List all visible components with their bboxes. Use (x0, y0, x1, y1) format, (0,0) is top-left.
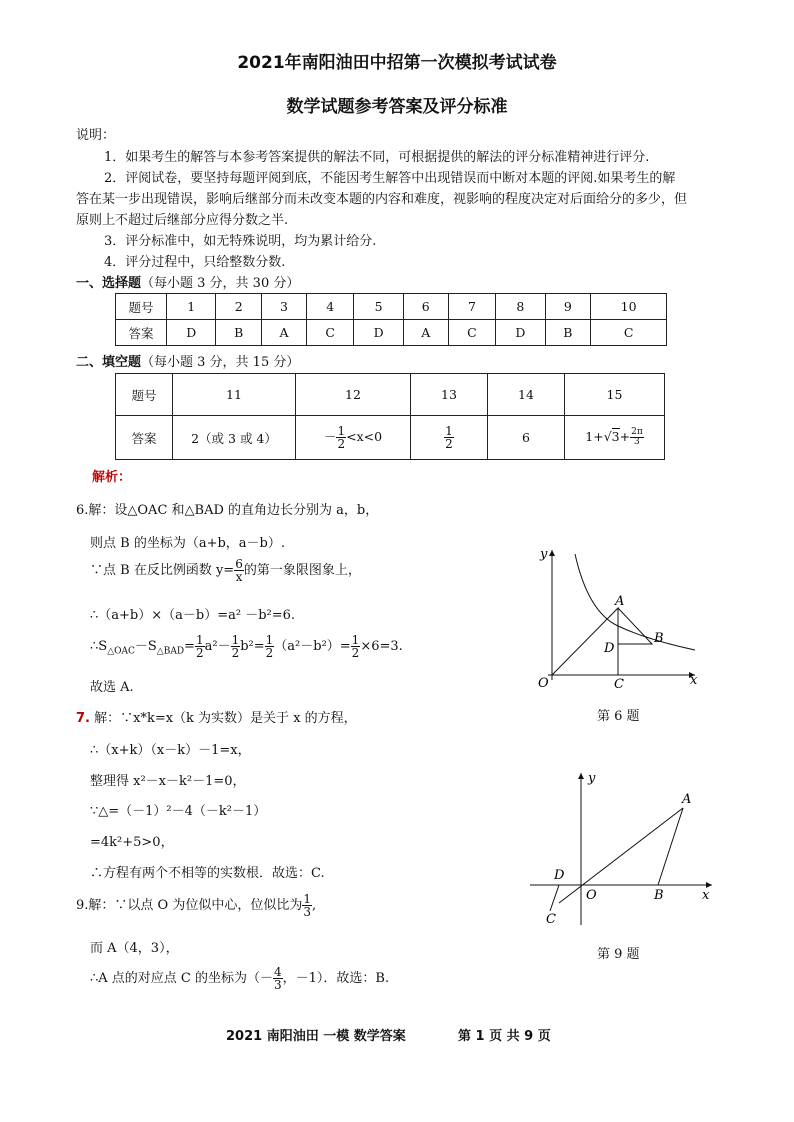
a13-den: 2 (445, 437, 453, 451)
half-den: 2 (195, 646, 204, 660)
table-cell: 5 (354, 294, 403, 320)
half-fraction (265, 634, 275, 659)
a12-rest: <x<0 (346, 429, 383, 444)
sqrt-icon: √ (603, 429, 612, 444)
q7-line6: ∴方程有两个不相等的实数根．故选：C. (90, 866, 325, 881)
table-cell: B (216, 320, 262, 346)
section2-title: 二、填空题 (76, 355, 142, 370)
table-cell: C (448, 320, 495, 346)
half-fraction (351, 634, 361, 659)
half-num: 1 (351, 633, 360, 647)
choice-question-row (116, 294, 667, 320)
fig9-caption: 第 9 题 (597, 947, 640, 962)
table-cell: 13 (411, 374, 488, 416)
table-cell: 15 (565, 374, 665, 416)
q6-l3-pre: ∵点 B 在反比例函数 y= (90, 563, 235, 578)
table-row-label: 题号 (116, 294, 167, 320)
q6-line5 (90, 634, 403, 659)
fig9-label-o: O (586, 888, 597, 903)
table-cell: A (403, 320, 448, 346)
q9-den-2: 3 (274, 978, 282, 992)
half-num: 1 (195, 633, 204, 647)
q6-l5-sub2: △BAD (156, 646, 185, 657)
table-cell: 3 (262, 294, 307, 320)
q6-l5-d: a²－ (204, 639, 231, 654)
fig6-label-x: x (690, 673, 698, 688)
a15-num: 2π (631, 427, 643, 437)
page-title: 2021年南阳油田中招第一次模拟考试试卷 (237, 53, 557, 73)
q6-l5-c: = (184, 639, 195, 654)
note-2b: 答在某一步出现错误，影响后继部分而未改变本题的内容和难度，视影响的程度决定对后面给分的多少，但 (76, 192, 688, 207)
table-cell: 14 (488, 374, 565, 416)
q7-l1: 解：∵x*k=x（k 为实数）是关于 x 的方程， (89, 711, 357, 726)
q7-line2: ∴（x+k）（x－k）－1=x， (90, 743, 251, 758)
table-cell (296, 416, 411, 460)
table-cell: 8 (496, 294, 545, 320)
table-cell: C (307, 320, 354, 346)
fig6-label-y: y (540, 547, 548, 562)
fig6-y-arrow-icon (549, 550, 555, 556)
half-num: 1 (231, 633, 240, 647)
page-subtitle: 数学试题参考答案及评分标准 (286, 97, 508, 117)
fig9-segment-ab (658, 808, 683, 885)
table-cell: 12 (296, 374, 411, 416)
footer-left: 2021 南阳油田 一模 数学答案 (226, 1029, 406, 1044)
q9-l1-post: , (311, 898, 317, 913)
fig9-label-d: D (554, 868, 565, 883)
half-fraction (195, 634, 205, 659)
a12-num: 1 (337, 424, 346, 438)
figure-9 (530, 765, 720, 935)
note-4: 4．评分过程中，只给整数分数. (104, 255, 286, 270)
q6-num: 6 (235, 557, 243, 571)
fig9-segment-cd (550, 885, 559, 911)
q7-number: 7. (76, 711, 90, 726)
fill-answer-table (115, 373, 665, 460)
table-cell: 11 (173, 374, 296, 416)
footer-page-number: 第 1 页 共 9 页 (458, 1029, 551, 1044)
table-cell: 9 (545, 294, 591, 320)
q6-line6: 故选 A. (90, 680, 134, 695)
fig6-label-a: A (615, 594, 625, 609)
fig9-label-y: y (588, 771, 596, 786)
q6-line3 (90, 558, 361, 583)
table-row-label: 答案 (116, 416, 173, 460)
note-2c: 原则上不超过后继部分应得分数之半. (76, 213, 289, 228)
fig6-label-b: B (654, 631, 664, 646)
table-cell: D (354, 320, 403, 346)
table-cell: 2（或 3 或 4） (173, 416, 296, 460)
q6-line1: 6.解：设△OAC 和△BAD 的直角边长分别为 a，b， (76, 503, 379, 518)
q6-l5-g: ×6=3. (360, 639, 403, 654)
section2-detail: （每小题 3 分，共 15 分） (141, 355, 300, 370)
a12-minus: － (323, 429, 337, 444)
figure-6 (530, 540, 705, 690)
a15-plus: + (619, 429, 631, 444)
table-cell: B (545, 320, 591, 346)
fig6-triangle-bad (618, 608, 652, 644)
half-den: 2 (231, 646, 240, 660)
fig9-label-a: A (682, 792, 692, 807)
half-den: 2 (265, 646, 274, 660)
q6-l5-b: －S (134, 639, 157, 654)
table-cell: C (591, 320, 667, 346)
note-1: 1．如果考生的解答与本参考答案提供的解法不同，可根据提供的解法的评分标准精神进行评分. (104, 150, 650, 165)
q9-line3 (90, 966, 389, 991)
half-fraction (231, 634, 241, 659)
fig6-caption: 第 6 题 (597, 709, 640, 724)
choice-answer-table (115, 293, 667, 346)
q6-l5-a: ∴S (90, 639, 108, 654)
q9-num-2: 4 (274, 965, 282, 979)
notes-heading: 说明： (76, 128, 116, 143)
q9-num: 1 (303, 892, 311, 906)
choice-answer-row (116, 320, 667, 346)
table-cell (411, 416, 488, 460)
fig6-label-c: C (614, 677, 624, 690)
section2-heading (76, 351, 299, 370)
q7-line5: =4k²+5>0， (90, 835, 174, 850)
q6-fraction (234, 558, 244, 583)
table-cell: 2 (216, 294, 262, 320)
q7-line1 (76, 707, 357, 726)
table-row-label: 题号 (116, 374, 173, 416)
table-cell: 6 (488, 416, 565, 460)
table-cell: 6 (403, 294, 448, 320)
fig9-label-b: B (654, 888, 664, 903)
fill-answer-row (116, 416, 665, 460)
half-den: 2 (351, 646, 360, 660)
a13-num: 1 (445, 424, 453, 438)
table-row-label: 答案 (116, 320, 167, 346)
a15-fraction (630, 428, 644, 447)
table-cell: 10 (591, 294, 667, 320)
fig6-hyperbola (575, 554, 695, 650)
q9-l1-pre: 9.解：∵以点 O 为位似中心，位似比为 (76, 898, 303, 913)
q6-l3-post: 的第一象限图象上， (243, 563, 361, 578)
q6-l5-f: （a²－b²）= (274, 639, 351, 654)
q9-fraction (302, 893, 312, 918)
analysis-label: 解析： (92, 470, 132, 485)
fig6-label-d: D (604, 641, 615, 656)
section1-heading (76, 272, 299, 291)
q7-line3: 整理得 x²－x－k²－1=0， (90, 774, 246, 789)
q6-line4: ∴（a+b）×（a－b）=a² －b²=6. (90, 608, 296, 623)
a15-den: 3 (634, 437, 640, 447)
fill-question-row (116, 374, 665, 416)
half-num: 1 (265, 633, 274, 647)
q9-l3-post: ，－1）．故选：B. (282, 971, 390, 986)
a15-pre: 1+ (585, 429, 604, 444)
fig9-line-ca (559, 808, 683, 903)
q6-l5-e: b²= (240, 639, 265, 654)
a15-sqrt: 3 (611, 429, 620, 444)
table-cell: A (262, 320, 307, 346)
table-cell (565, 416, 665, 460)
q7-line4: ∵△=（－1）²－4（－k²－1） (90, 804, 267, 819)
q6-den: x (235, 570, 243, 584)
note-2a: 2．评阅试卷，要坚持每题评阅到底，不能因考生解答中出现错误而中断对本题的评阅.如果考生的解 (104, 171, 676, 186)
table-cell: 1 (167, 294, 216, 320)
table-cell: 7 (448, 294, 495, 320)
a13-fraction (444, 425, 454, 450)
table-cell: D (496, 320, 545, 346)
table-cell: 4 (307, 294, 354, 320)
a12-den: 2 (337, 437, 346, 451)
fig6-label-o: O (538, 676, 549, 690)
fig9-label-x: x (702, 888, 710, 903)
section1-detail: （每小题 3 分，共 30 分） (141, 276, 300, 291)
q9-line1 (76, 893, 316, 918)
table-cell: D (167, 320, 216, 346)
q9-fraction-2 (273, 966, 283, 991)
fig9-y-arrow-icon (578, 773, 584, 779)
q9-den: 3 (303, 905, 311, 919)
fig9-label-c: C (546, 912, 556, 927)
q9-line2: 而 A（4，3）， (90, 941, 179, 956)
note-3: 3．评分标准中，如无特殊说明，均为累计给分. (104, 234, 377, 249)
section1-title: 一、选择题 (76, 276, 142, 291)
a12-fraction (336, 425, 346, 450)
q6-l5-sub1: △OAC (107, 646, 135, 657)
q9-l3-pre: ∴A 点的对应点 C 的坐标为（－ (90, 971, 274, 986)
q6-line2: 则点 B 的坐标为（a+b，a－b）. (90, 536, 285, 551)
